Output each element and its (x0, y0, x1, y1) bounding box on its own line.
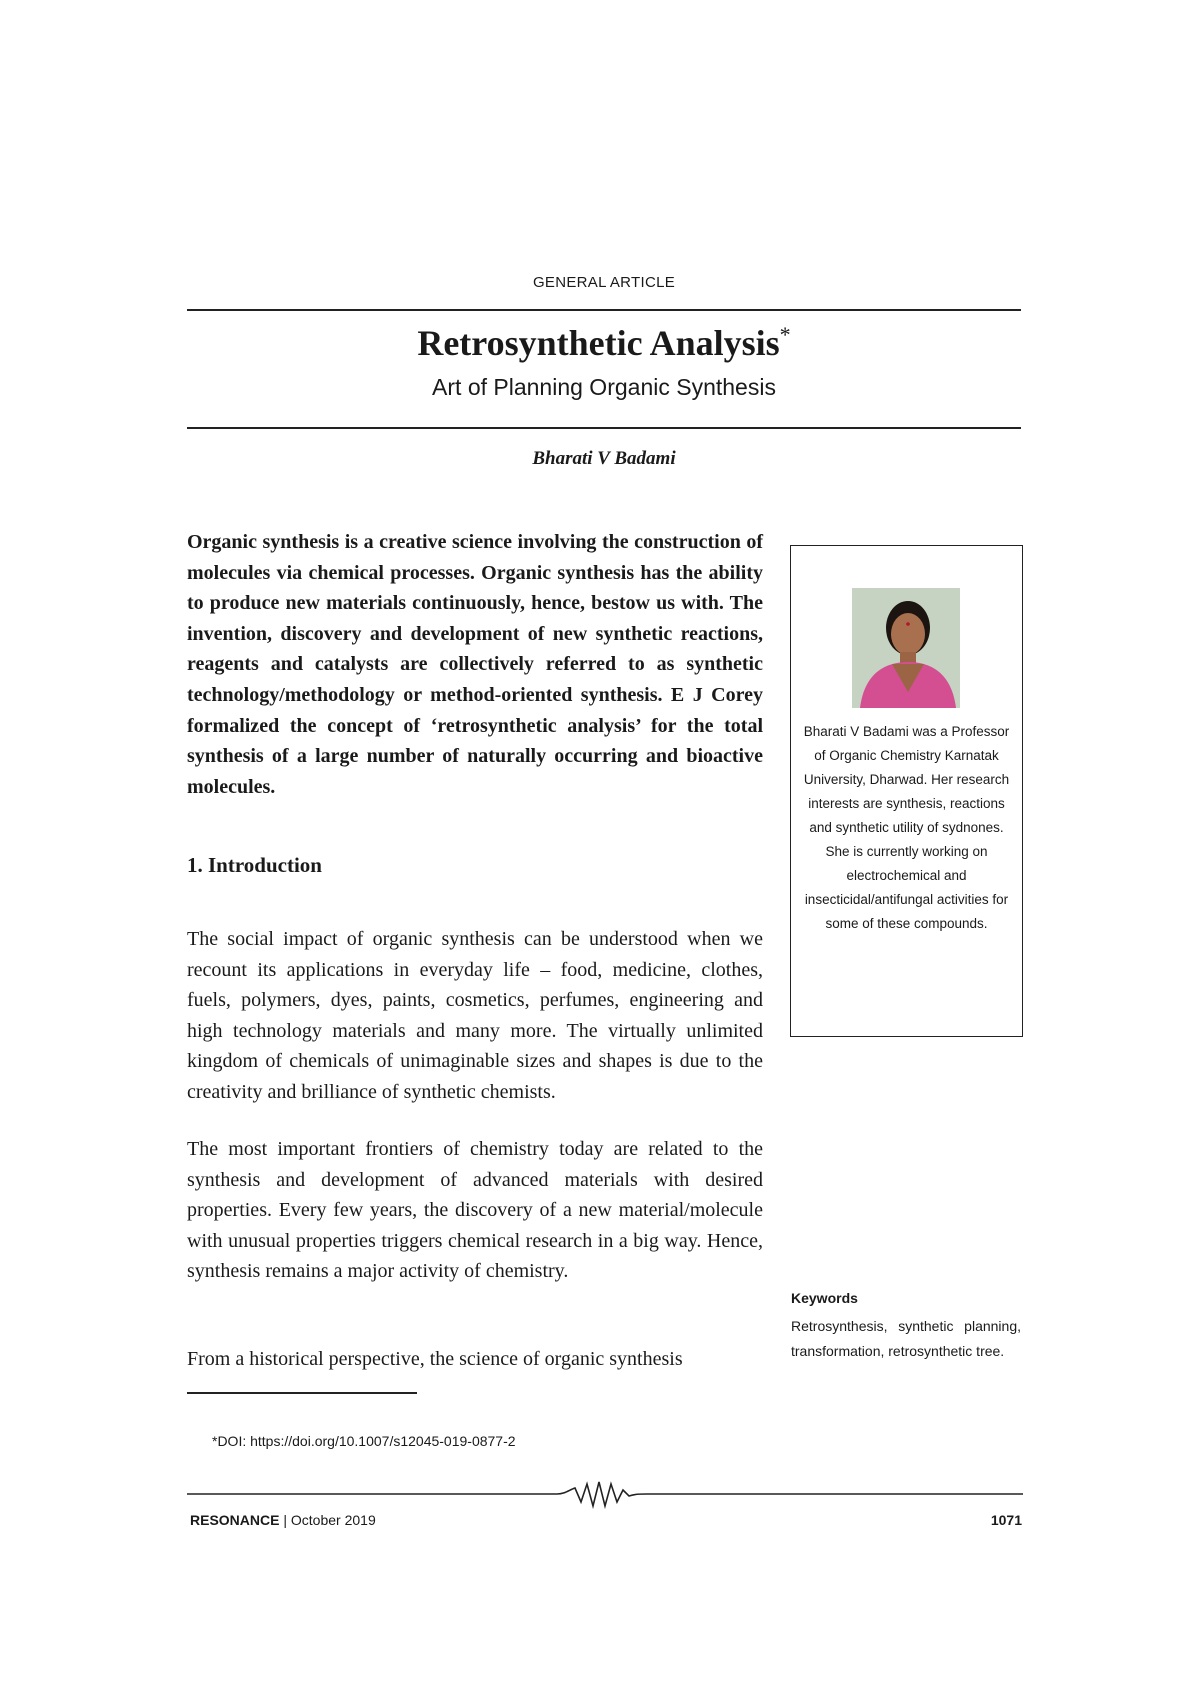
author-bio-text: Bharati V Badami was a Professor of Organic Chemistry Karnatak University, Dharwad. Her research interests are synthesis, reactions and synthetic utility of sydnones. She is currently working on electrochemical and insecticidal/antifungal activities for some of these compounds. (803, 724, 1010, 931)
issue-date: October 2019 (290, 1512, 376, 1528)
header-rule-bottom (187, 427, 1021, 429)
section-heading: 1. Introduction (187, 853, 322, 877)
author-portrait-icon (852, 588, 960, 708)
paragraph-1: The social impact of organic synthesis can be understood when we recount its applications in everyday life – food, medicine, clothes, fuels, polymers, dyes, paints, cosmetics, perfumes, engineering and high technology materials and many more. The virtually unlimited kingdom of chemicals of unimaginable sizes and shapes is due to the creativity and brilliance of synthetic chemists. (187, 928, 763, 1103)
author-photo (852, 588, 960, 708)
title-footnote-marker: * (779, 322, 791, 347)
article-title-text: Retrosynthetic Analysis (417, 323, 780, 363)
journal-name: RESONANCE (190, 1512, 280, 1528)
footnote-rule (187, 1392, 417, 1394)
header-rule-top (187, 309, 1021, 311)
author-name: Bharati V Badami (532, 448, 676, 469)
abstract: Organic synthesis is a creative science involving the construction of molecules via chemical processes. Organic synthesis has the ability to produce new materials continuously, hence, bestow us with. The invention, discovery and development of new synthetic reactions, reagents and catalysts are collectively referred to as synthetic technology/methodology or method-oriented synthesis. E J Corey formalized the concept of ‘retrosynthetic analysis’ for the total synthesis of a large number of naturally occurring and bioactive molecules. (187, 531, 763, 798)
footer-journal-info (190, 1512, 376, 1528)
doi-footnote: *DOI: https://doi.org/10.1007/s12045-019-0877-2 (212, 1433, 516, 1449)
paragraph-2: The most important frontiers of chemistry today are related to the synthesis and development of advanced materials with desired properties. Every few years, the discovery of a new material/molecule with unusual properties triggers chemical research in a big way. Hence, synthesis remains a major activity of chemistry. (187, 1138, 763, 1282)
article-title (187, 322, 1021, 364)
section-label: GENERAL ARTICLE (532, 274, 676, 291)
footer-separator: | (283, 1512, 287, 1528)
keywords-text: Retrosynthesis, synthetic planning, transformation, retrosynthetic tree. (791, 1318, 1021, 1359)
paragraph-3: From a historical perspective, the science of organic synthesis (187, 1348, 683, 1370)
keywords-title: Keywords (791, 1290, 858, 1306)
footer-wave-rule (187, 1478, 1023, 1510)
page-number: 1071 (990, 1512, 1022, 1528)
article-subtitle: Art of Planning Organic Synthesis (432, 374, 776, 400)
